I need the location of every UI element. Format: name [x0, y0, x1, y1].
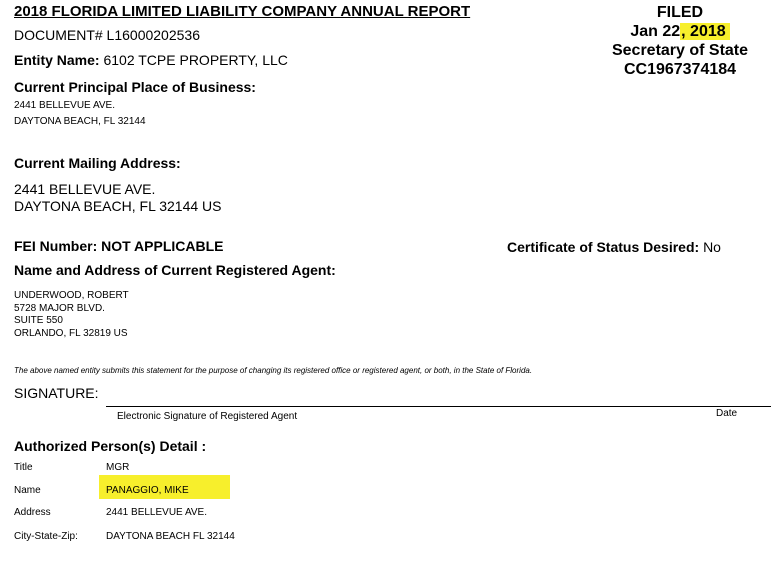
mailing-address-line2: DAYTONA BEACH, FL 32144 US [14, 198, 222, 214]
principal-place-label: Current Principal Place of Business: [14, 79, 256, 95]
auth-title-label: Title [14, 462, 33, 473]
filed-label: FILED [656, 4, 704, 21]
certificate-status-label: Certificate of Status Desired: [507, 239, 700, 255]
entity-name-label: Entity Name: [14, 52, 100, 68]
report-title: 2018 FLORIDA LIMITED LIABILITY COMPANY ANNUAL REPORT [14, 3, 471, 20]
certificate-status-value: No [703, 239, 721, 255]
filed-date [600, 22, 760, 41]
agent-statement: The above named entity submits this statement for the purpose of changing its registered office or registered agent, or both, in the State of Florida. [14, 366, 533, 375]
certificate-status [507, 239, 721, 255]
registered-agent-address [14, 290, 129, 340]
auth-address-value: 2441 BELLEVUE AVE. [106, 507, 207, 518]
fei-number: FEI Number: NOT APPLICABLE [14, 238, 224, 254]
signature-label: SIGNATURE: [14, 385, 99, 401]
principal-address-line2: DAYTONA BEACH, FL 32144 [14, 116, 146, 127]
mailing-address-label: Current Mailing Address: [14, 155, 181, 171]
filed-year-highlight: , 2018 [680, 23, 729, 40]
signature-caption: Electronic Signature of Registered Agent [117, 411, 298, 422]
auth-title-value: MGR [106, 462, 130, 473]
principal-place-address [14, 98, 146, 130]
registered-agent-label: Name and Address of Current Registered Agent: [14, 262, 336, 278]
auth-name-value: PANAGGIO, MIKE [106, 485, 189, 496]
auth-city-state-zip-label: City-State-Zip: [14, 531, 78, 542]
authorized-persons-label: Authorized Person(s) Detail : [14, 438, 207, 454]
principal-address-line1: 2441 BELLEVUE AVE. [14, 100, 115, 111]
filed-office: Secretary of State [611, 42, 749, 59]
entity-name-row [14, 52, 288, 68]
mailing-address [14, 181, 222, 215]
signature-line [106, 406, 771, 407]
date-caption: Date [716, 408, 738, 419]
document-number: DOCUMENT# L16000202536 [14, 27, 200, 43]
auth-city-state-zip-value: DAYTONA BEACH FL 32144 [106, 531, 235, 542]
auth-address-label: Address [14, 507, 51, 518]
agent-line2: 5728 MAJOR BLVD. [14, 302, 105, 314]
entity-name-value: 6102 TCPE PROPERTY, LLC [103, 52, 288, 68]
filed-date-prefix: Jan 22 [630, 23, 681, 40]
filed-code: CC1967374184 [623, 61, 737, 78]
mailing-address-line1: 2441 BELLEVUE AVE. [14, 181, 156, 197]
filing-stamp [600, 3, 760, 79]
agent-line3: SUITE 550 [14, 315, 63, 326]
auth-name-label: Name [14, 485, 41, 496]
agent-line1: UNDERWOOD, ROBERT [14, 290, 129, 301]
agent-line4: ORLANDO, FL 32819 US [14, 327, 128, 339]
